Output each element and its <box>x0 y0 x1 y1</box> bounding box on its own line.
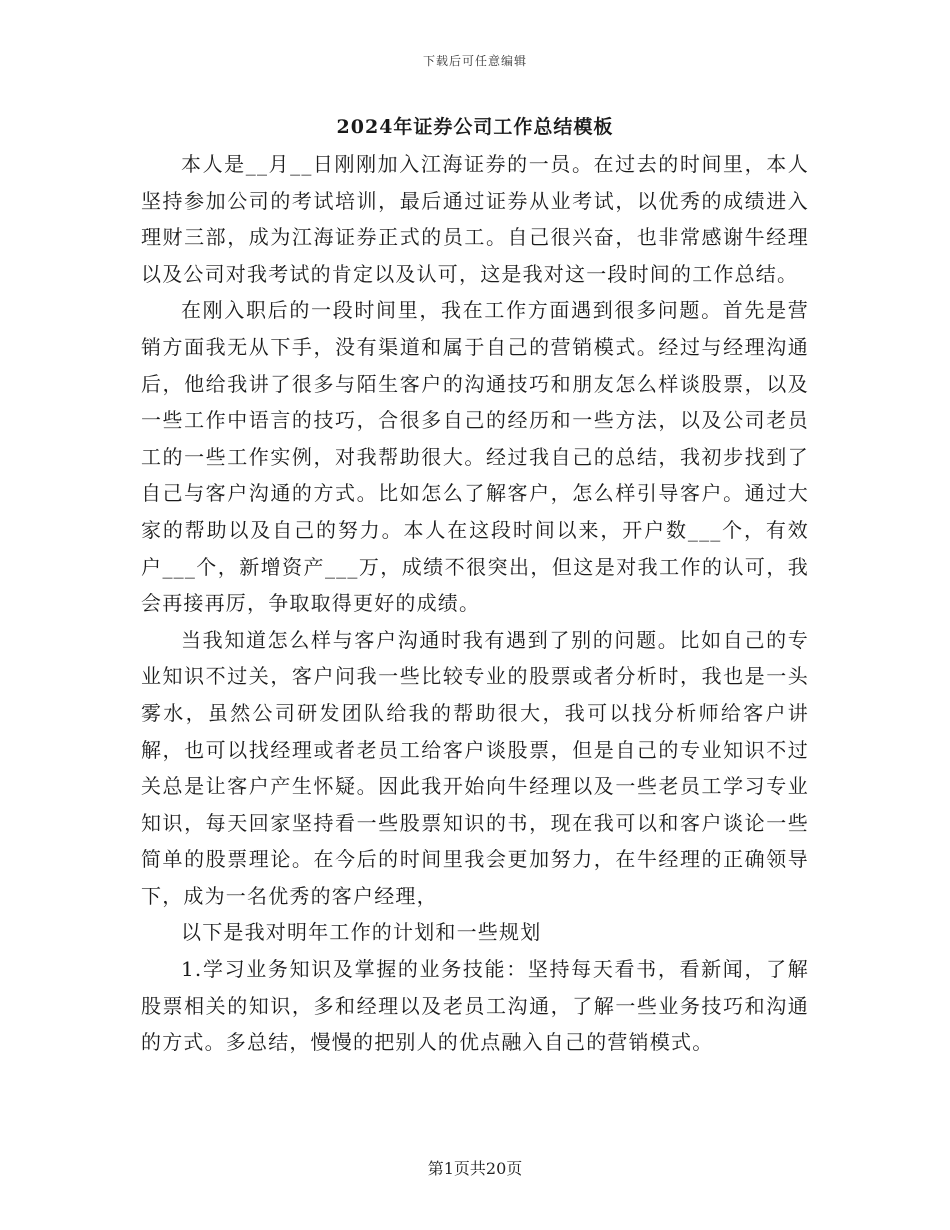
paragraph-professional-knowledge: 当我知道怎么样与客户沟通时我有遇到了别的问题。比如自己的专业知识不过关，客户问我一些比较专业的股票或者分析时，我也是一头雾水，虽然公司研发团队给我的帮助很大，我可以找分析师给客户讲解，也可以找经理或者老员工给客户谈股票，但是自己的专业知识不过关总是让客户产生怀疑。因此我开始向牛经理以及一些老员工学习专业知识，每天回家坚持看一些股票知识的书，现在我可以和客户谈论一些简单的股票理论。在今后的时间里我会更加努力，在牛经理的正确领导下，成为一名优秀的客户经理， <box>141 627 809 908</box>
paragraph-intro: 本人是__月__日刚刚加入江海证券的一员。在过去的时间里，本人坚持参加公司的考试培训，最后通过证券从业考试，以优秀的成绩进入理财三部，成为江海证券正式的员工。自己很兴奋，也非常感谢牛经理以及公司对我考试的肯定以及认可，这是我对这一段时间的工作总结。 <box>141 152 809 286</box>
page-number: 第1页共20页 <box>427 1159 523 1178</box>
paragraph-early-work: 在刚入职后的一段时间里，我在工作方面遇到很多问题。首先是营销方面我无从下手，没有渠道和属于自己的营销模式。经过与经理沟通后，他给我讲了很多与陌生客户的沟通技巧和朋友怎么样谈股票，以及一些工作中语言的技巧，合很多自己的经历和一些方法，以及公司老员工的一些工作实例，对我帮助很大。经过我自己的总结，我初步找到了自己与客户沟通的方式。比如怎么了解客户，怎么样引导客户。通过大家的帮助以及自己的努力。本人在这段时间以来，开户数___个，有效户___个，新增资产___万，成绩不很突出，但这是对我工作的认可，我会再接再厉，争取取得更好的成绩。 <box>141 298 809 616</box>
page-header-note: 下载后可任意编辑 <box>422 54 527 68</box>
paragraph-plan-intro: 以下是我对明年工作的计划和一些规划 <box>181 920 542 945</box>
document-title: 2024年证券公司工作总结模板 <box>336 116 614 138</box>
paragraph-plan-item-1: 1.学习业务知识及掌握的业务技能：坚持每天看书，看新闻，了解股票相关的知识，多和经理以及老员工沟通，了解一些业务技巧和沟通的方式。多总结，慢慢的把别人的优点融入自己的营销模式。 <box>141 957 809 1055</box>
document-body <box>141 146 809 1061</box>
